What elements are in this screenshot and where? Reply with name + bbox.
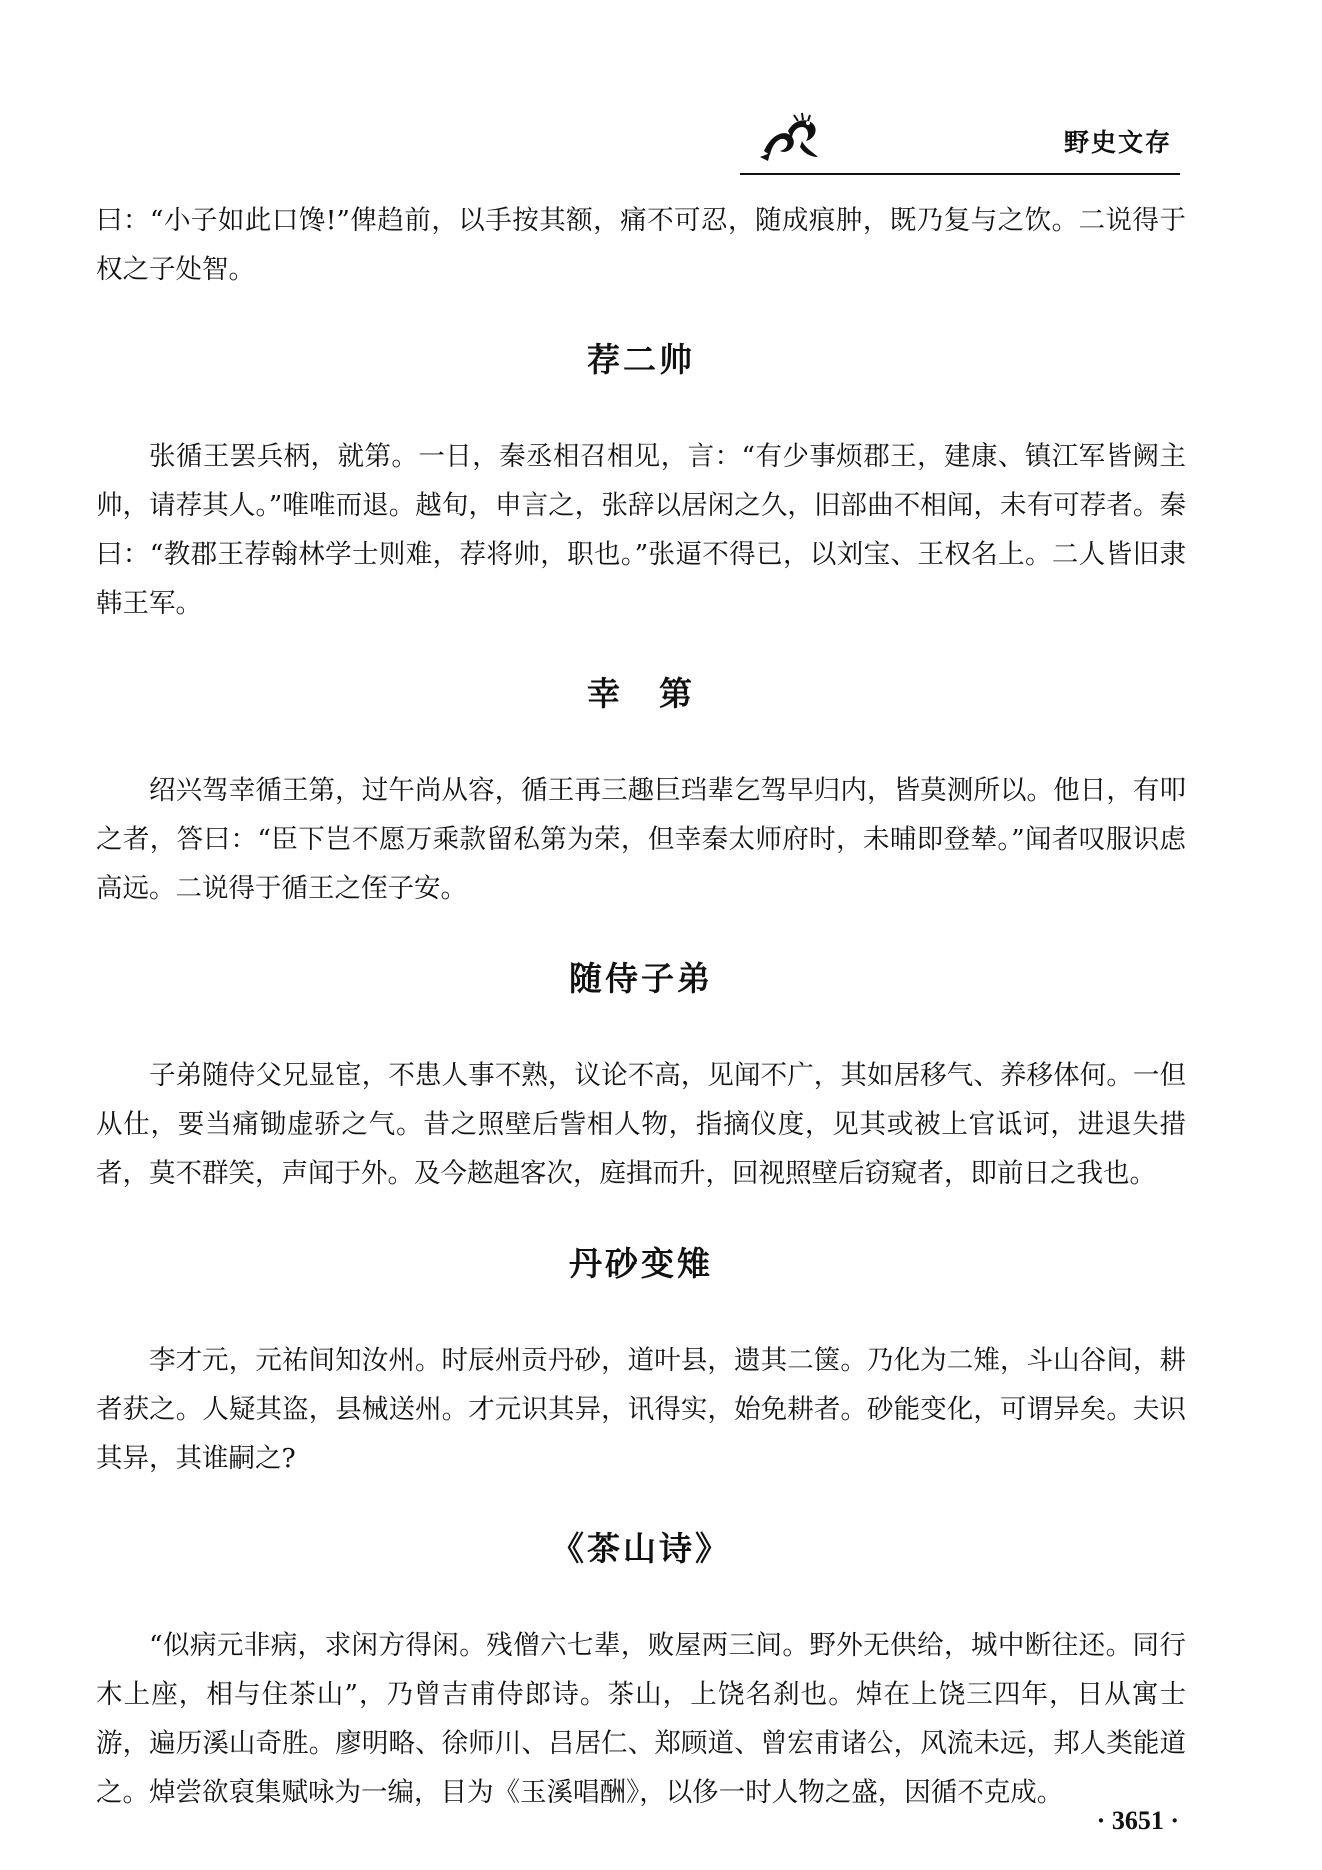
section-body-cha-shan-shi: “似病元非病，求闲方得闲。残僧六七辈，败屋两三间。野外无供给，城中断往还。同行木上座，相与住茶山”，乃曾吉甫侍郎诗。茶山，上饶名刹也。焯在上饶三四年，日从寓士游，遍历溪山奇胜。廖明略、徐师川、吕居仁、郑顾道、曾宏甫诸公，风流未远，邦人类能道之。焯尝欲裒集赋咏为一编，目为《玉溪唱酬》，以侈一时人物之盛，因循不克成。 [96,1630,1186,1808]
section-heading-cha-shan-shi: 《茶山诗》 [551,1529,731,1568]
section-heading-sui-shi-zi-di: 随侍子弟 [569,959,713,998]
header-divider [740,173,1180,175]
section-body-xing-di: 绍兴驾幸循王第，过午尚从容，循王再三趣巨珰辈乞驾早归内，皆莫测所以。他日，有叩之者，答曰：“臣下岂不愿万乘款留私第为荣，但幸秦太师府时，未晡即登辇。”闻者叹服识虑高远。二说得于循王之侄子安。 [96,775,1186,904]
section-heading-jian-er-shuai: 荐二帅 [587,340,695,379]
dragon-emblem-icon [758,111,820,163]
section-heading-xing-di: 幸 第 [587,674,695,713]
section-heading-dan-sha-bian-zhi: 丹砂变雉 [569,1244,713,1283]
page-body [96,196,1186,1817]
running-header [740,105,1180,175]
section-body-sui-shi-zi-di: 子弟随侍父兄显宦，不患人事不熟，议论不高，见闻不广，其如居移气、养移体何。一但从仕，要当痛锄虚骄之气。昔之照壁后訾相人物，指摘仪度，见其或被上官诋诃，进退失措者，莫不群笑，声闻于外。及今趑趄客次，庭揖而升，回视照壁后窃窥者，即前日之我也。 [96,1060,1186,1189]
page-number: · 3651 · [1096,1806,1179,1835]
continued-paragraph: 曰：“小子如此口馋!”俾趋前，以手按其额，痛不可忍，随成痕肿，既乃复与之饮。二说得于权之子处智。 [96,205,1186,285]
section-body-dan-sha-bian-zhi: 李才元，元祐间知汝州。时辰州贡丹砂，道叶县，遗其二箧。乃化为二雉，斗山谷间，耕者获之。人疑其盗，县械送州。才元识其异，讯得实，始免耕者。砂能变化，可谓异矣。夫识其异，其谁嗣之? [96,1345,1186,1474]
book-series-title: 野史文存 [1063,128,1172,157]
section-body-jian-er-shuai: 张循王罢兵柄，就第。一日，秦丞相召相见，言：“有少事烦郡王，建康、镇江军皆阙主帅，请荐其人。”唯唯而退。越旬，申言之，张辞以居闲之久，旧部曲不相闻，未有可荐者。秦曰：“教郡王荐翰林学士则难，荐将帅，职也。”张逼不得已，以刘宝、王权名上。二人皆旧隶韩王军。 [96,441,1186,619]
